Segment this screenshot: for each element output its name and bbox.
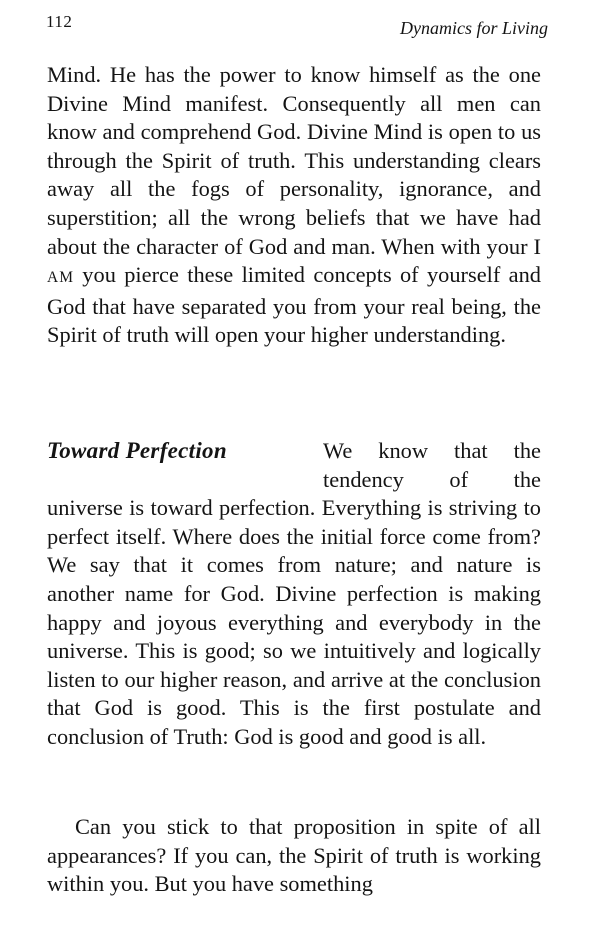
paragraph-1-text: Mind. He has the power to know himself as the one Divine Mind manifest. Consequently all men can know and comprehend God. Divine Mind is open to us through the Spirit of truth. This understanding clears away all the fogs of personality, ignorance, and superstition; all the wrong beliefs that we have had about the character of God and man. When with your I: [47, 62, 541, 259]
section-heading: Toward Perfection: [47, 438, 227, 463]
paragraph-1: [47, 61, 541, 350]
paragraph-2: We know that the tendency of the universe is toward perfection. Everything is striving to perfect itself. Where does the initial force come from? We say that it comes from nature; and nature is another name for God. Divine perfection is making happy and joyous everything and everybody in the universe. This is good; so we intuitively and logically listen to our higher reason, and arrive at the conclusion that God is good. This is the first postulate and conclusion of Truth: God is good and good is all.: [47, 438, 541, 749]
book-title: Dynamics for Living: [400, 18, 548, 38]
paragraph-1-text-end: you pierce these limited concepts of yourself and God that have separated you from your real being, the Spirit of truth will open your higher understanding.: [47, 262, 541, 348]
paragraph-3: Can you stick to that proposition in spite of all appearances? If you can, the Spirit of truth is working within you. But you have something: [47, 814, 541, 897]
section-toward-perfection: [47, 437, 541, 752]
running-head: [46, 10, 548, 40]
small-caps-am: AM: [47, 269, 74, 287]
page-number: 112: [46, 12, 73, 31]
